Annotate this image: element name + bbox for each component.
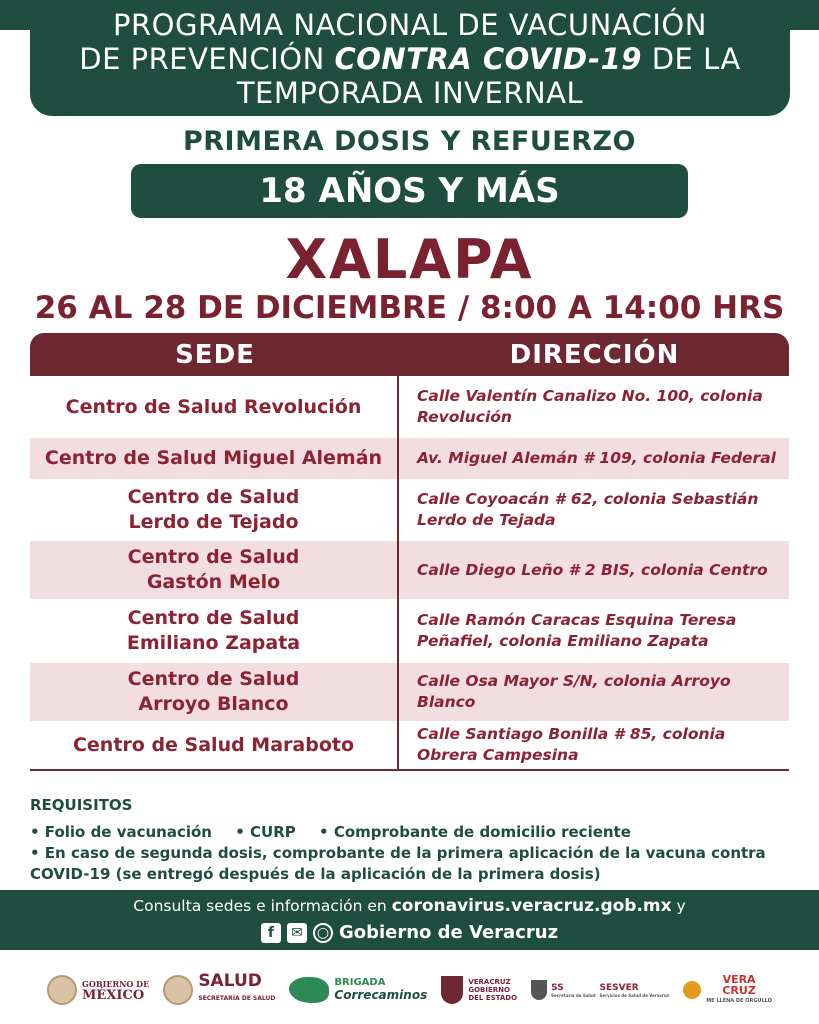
sede-cell: Centro de Salud Maraboto bbox=[30, 721, 399, 769]
brigada-label: BRIGADA bbox=[334, 977, 386, 988]
cruz-label: CRUZ bbox=[722, 983, 756, 997]
gobierno-mexico-logo bbox=[47, 975, 149, 1005]
requirements-list bbox=[30, 822, 790, 843]
vg-line3: DEL ESTADO bbox=[468, 994, 518, 1002]
sesver-label: SESVER bbox=[599, 982, 639, 993]
salud-sub: SECRETARÍA DE SALUD bbox=[198, 995, 276, 1002]
salud-seal-icon bbox=[163, 975, 193, 1005]
table-row bbox=[30, 541, 789, 599]
mexico-seal-icon bbox=[47, 975, 77, 1005]
sede-cell: Centro de Salud Arroyo Blanco bbox=[30, 663, 399, 721]
sites-table bbox=[30, 333, 789, 771]
requirements-section bbox=[30, 796, 790, 885]
website-link[interactable]: coronavirus.veracruz.gob.mx bbox=[391, 896, 672, 916]
direccion-cell: Calle Ramón Caracas Esquina Teresa Peñafiel, colonia Emiliano Zapata bbox=[417, 611, 737, 650]
requirement-note: • En caso de segunda dosis, comprobante de la primera aplicación de la vacuna contra COVID-19 (se entregó después de la aplicación de la primera dosis) bbox=[30, 844, 766, 883]
dates-hours: 26 AL 28 DE DICIEMBRE / 8:00 A 14:00 HRS bbox=[34, 290, 785, 326]
table-bottom-rule bbox=[30, 769, 789, 771]
gob-mexico-line1: GOBIERNO DE bbox=[82, 979, 150, 989]
header-direccion: DIRECCIÓN bbox=[509, 339, 680, 370]
table-header bbox=[30, 333, 789, 376]
gobierno-veracruz-label: Gobierno de Veracruz bbox=[338, 922, 559, 943]
starburst-icon bbox=[683, 981, 701, 999]
instagram-icon[interactable]: ○ bbox=[313, 923, 333, 943]
vg-line2: GOBIERNO bbox=[468, 986, 510, 994]
direccion-cell: Calle Coyoacán # 62, colonia Sebastián Lerdo de Tejada bbox=[417, 490, 759, 529]
ss-label: SS bbox=[551, 982, 564, 993]
program-header bbox=[30, 0, 790, 116]
vera-label: VERA bbox=[722, 972, 756, 986]
facebook-icon[interactable]: f bbox=[261, 923, 281, 943]
direccion-cell: Calle Osa Mayor S/N, colonia Arroyo Blanco bbox=[417, 672, 731, 711]
salud-label: SALUD bbox=[198, 971, 262, 991]
ss-shield-icon bbox=[531, 980, 547, 1000]
table-row bbox=[30, 376, 789, 438]
sede-cell: Centro de Salud Gastón Melo bbox=[30, 541, 399, 599]
brigada-logo bbox=[289, 977, 427, 1003]
direccion-cell: Av. Miguel Alemán # 109, colonia Federal bbox=[417, 449, 776, 467]
vera-sub: ME LLENA DE ORGULLO bbox=[706, 997, 772, 1004]
table-row bbox=[30, 479, 789, 541]
sesver-sub: Servicios de Salud de Veracruz bbox=[599, 992, 670, 998]
veracruz-shield-icon bbox=[441, 976, 463, 1004]
ss-sub: Secretaría de Salud bbox=[551, 992, 596, 998]
header-line-3: TEMPORADA INVERNAL bbox=[236, 76, 584, 110]
header-line-2b: DE LA bbox=[641, 42, 741, 76]
age-badge: 18 AÑOS Y MÁS bbox=[131, 164, 688, 218]
sede-cell: Centro de Salud Emiliano Zapata bbox=[30, 599, 399, 663]
header-line-1: PROGRAMA NACIONAL DE VACUNACIÓN bbox=[113, 8, 707, 42]
direccion-cell: Calle Santiago Bonilla # 85, colonia Obrera Campesina bbox=[417, 725, 726, 764]
header-line-2a: DE PREVENCIÓN bbox=[79, 42, 335, 76]
gob-mexico-line2: MÉXICO bbox=[82, 988, 145, 1003]
consulta-text: Consulta sedes e información en bbox=[133, 897, 392, 915]
requirement-item: • CURP bbox=[235, 823, 296, 841]
table-row bbox=[30, 438, 789, 479]
requirements-title: REQUISITOS bbox=[30, 796, 133, 814]
veracruz-brand-logo bbox=[683, 974, 772, 1007]
footer-consulta bbox=[0, 890, 819, 916]
correcaminos-label: Correcaminos bbox=[334, 988, 428, 1002]
roadrunner-icon bbox=[289, 977, 329, 1003]
footer-band bbox=[0, 890, 819, 950]
consulta-y: y bbox=[671, 897, 686, 915]
requirement-item: • Comprobante de domicilio reciente bbox=[319, 823, 631, 841]
logo-strip bbox=[0, 960, 819, 1020]
veracruz-gob-logo bbox=[441, 976, 517, 1004]
direccion-cell: Calle Diego Leño # 2 BIS, colonia Centro bbox=[417, 560, 768, 579]
city-title: XALAPA bbox=[285, 228, 534, 291]
sede-cell: Centro de Salud Miguel Alemán bbox=[30, 438, 399, 479]
header-sede: SEDE bbox=[175, 339, 255, 370]
table-row bbox=[30, 663, 789, 721]
direccion-cell: Calle Valentín Canalizo No. 100, colonia Revolución bbox=[417, 387, 763, 426]
vg-line1: VERACRUZ bbox=[468, 978, 511, 986]
requirement-item: • Folio de vacunación bbox=[30, 823, 212, 841]
twitter-icon[interactable]: ✉ bbox=[287, 923, 307, 943]
dose-subtitle: PRIMERA DOSIS Y REFUERZO bbox=[182, 126, 637, 157]
ss-sesver-logo bbox=[531, 980, 669, 1000]
social-row bbox=[0, 922, 819, 943]
header-line-2 bbox=[30, 42, 790, 76]
table-row bbox=[30, 599, 789, 663]
salud-logo bbox=[163, 972, 275, 1008]
header-covid: CONTRA COVID-19 bbox=[334, 42, 642, 76]
sede-cell: Centro de Salud Revolución bbox=[30, 376, 399, 438]
table-row bbox=[30, 721, 789, 769]
sede-cell: Centro de Salud Lerdo de Tejado bbox=[30, 479, 399, 541]
